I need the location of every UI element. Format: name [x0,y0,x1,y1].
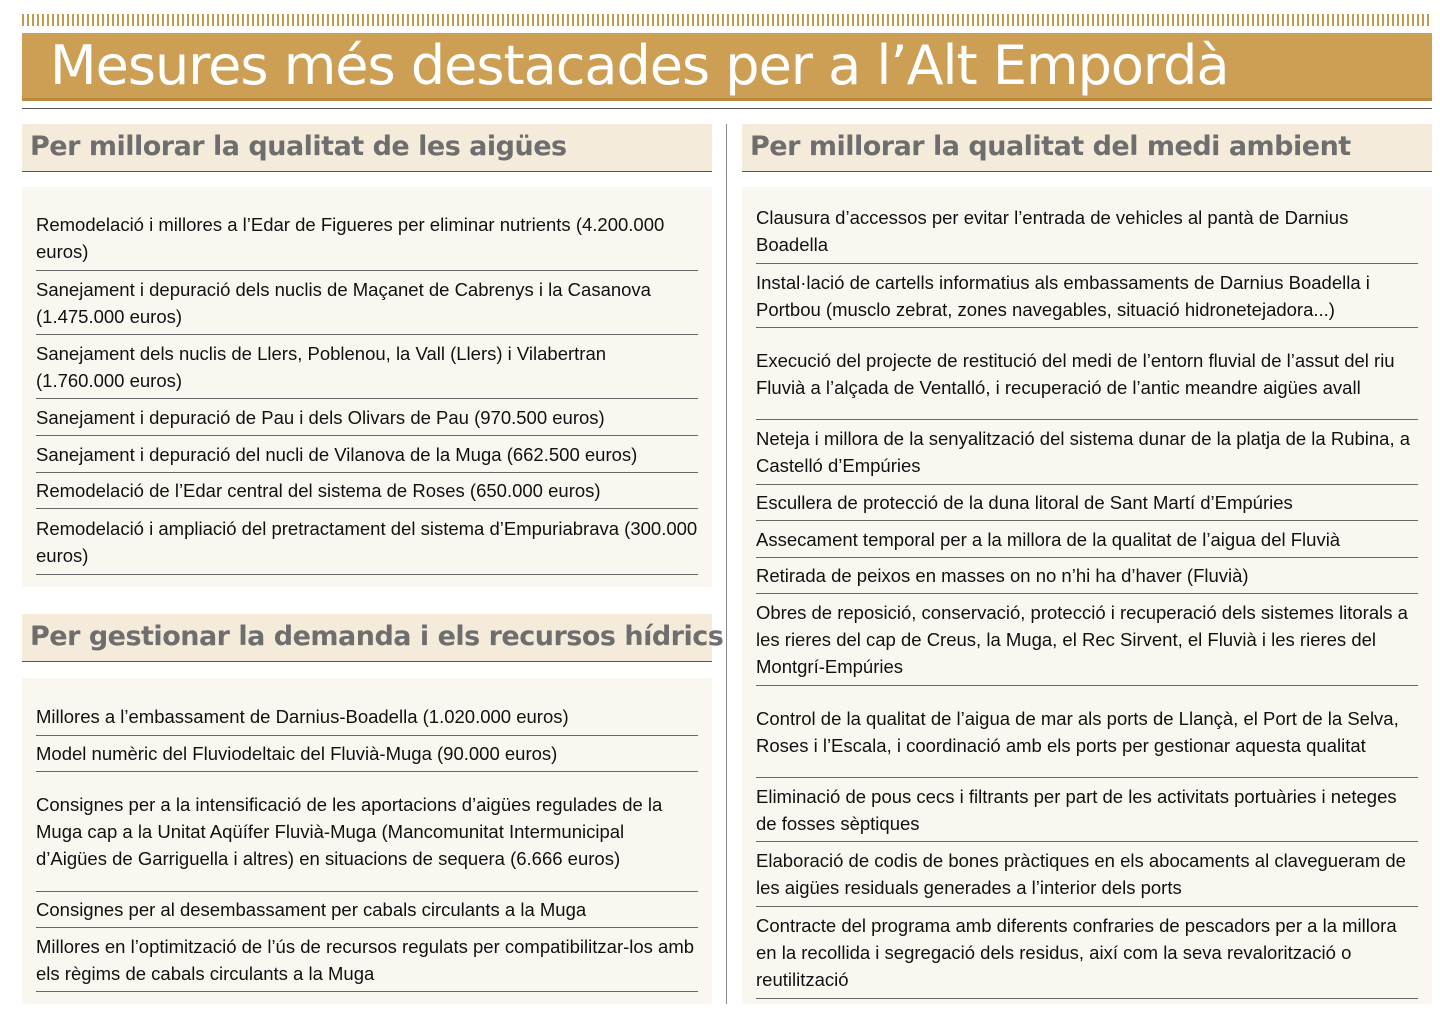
list-item: Sanejament i depuració dels nuclis de Maçanet de Cabrenys i la Casanova (1.475.000 euros) [36,271,698,335]
list-item: Obres de reposició, conservació, protecció i recuperació dels sistemes litorals a les rieres del cap de Creus, la Muga, el Rec Sirvent, el Fluvià i les rieres del Montgrí-Empúries [756,594,1418,686]
title-banner [22,33,1432,101]
title-divider [22,108,1432,109]
list-item: Consignes per al desembassament per cabals circulants a la Muga [36,892,698,928]
decorative-dotted-rule [22,14,1432,26]
list-item: Remodelació de l’Edar central del sistema de Roses (650.000 euros) [36,473,698,509]
page-title: Mesures més destacades per a l’Alt Empordà [50,34,1229,97]
section-title-demanda: Per gestionar la demanda i els recursos hídrics [30,621,724,652]
list-item: Millores en l’optimització de l’ús de recursos regulats per compatibilitzar-los amb els règims de cabals circulants a la Muga [36,928,698,992]
list-item: Assecament temporal per a la millora de la qualitat de l’aigua del Fluvià [756,521,1418,558]
section-body-medi [742,187,1432,1004]
list-item: Remodelació i millores a l’Edar de Figueres per eliminar nutrients (4.200.000 euros) [36,205,698,271]
section-body-aigues [22,187,712,587]
list-item: Contracte del programa amb diferents confraries de pescadors per a la millora en la recollida i segregació dels residus, així com la seva revalorització o reutilització [756,907,1418,999]
list-item: Sanejament i depuració del nucli de Vilanova de la Muga (662.500 euros) [36,436,698,473]
list-item: Escullera de protecció de la duna litoral de Sant Martí d’Empúries [756,485,1418,521]
list-item: Sanejament dels nuclis de Llers, Poblenou, la Vall (Llers) i Vilabertran (1.760.000 euros) [36,335,698,399]
section-header-aigues [22,124,712,172]
list-item: Sanejament i depuració de Pau i dels Olivars de Pau (970.500 euros) [36,399,698,436]
list-item: Clausura d’accessos per evitar l’entrada de vehicles al pantà de Darnius Boadella [756,199,1418,264]
section-body-demanda [22,678,712,1004]
list-item: Control de la qualitat de l’aigua de mar als ports de Llançà, el Port de la Selva, Roses i l’Escala, i coordinació amb els ports per gestionar aquesta qualitat [756,686,1418,778]
list-item: Instal·lació de cartells informatius als embassaments de Darnius Boadella i Portbou (musclo zebrat, zones navegables, situació hidronetejadora...) [756,264,1418,328]
section-title-aigues: Per millorar la qualitat de les aigües [30,131,567,162]
list-item: Retirada de peixos en masses on no n’hi ha d’haver (Fluvià) [756,558,1418,594]
list-item: Elaboració de codis de bones pràctiques en els abocaments al clavegueram de les aigües residuals generades a l’interior dels ports [756,842,1418,907]
list-item: Eliminació de pous cecs i filtrants per part de les activitats portuàries i neteges de fosses sèptiques [756,778,1418,842]
list-item: Model numèric del Fluviodeltaic del Fluvià-Muga (90.000 euros) [36,736,698,772]
list-item: Consignes per a la intensificació de les aportacions d’aigües regulades de la Muga cap a la Unitat Aqüífer Fluvià-Muga (Mancomunitat Intermunicipal d’Aigües de Garriguella i altres) en situacions de sequera (6.666 euros) [36,772,698,892]
section-title-medi: Per millorar la qualitat del medi ambient [750,131,1351,162]
section-header-demanda [22,614,724,662]
list-item: Neteja i millora de la senyalització del sistema dunar de la platja de la Rubina, a Castelló d’Empúries [756,420,1418,485]
column-divider [726,124,727,1004]
list-item: Execució del projecte de restitució del medi de l’entorn fluvial de l’assut del riu Fluvià a l’alçada de Ventalló, i recuperació de l’antic meandre aigües avall [756,328,1418,420]
list-item: Millores a l’embassament de Darnius-Boadella (1.020.000 euros) [36,698,698,736]
list-item: Remodelació i ampliació del pretractament del sistema d’Empuriabrava (300.000 euros) [36,509,698,575]
section-header-medi [742,124,1432,172]
